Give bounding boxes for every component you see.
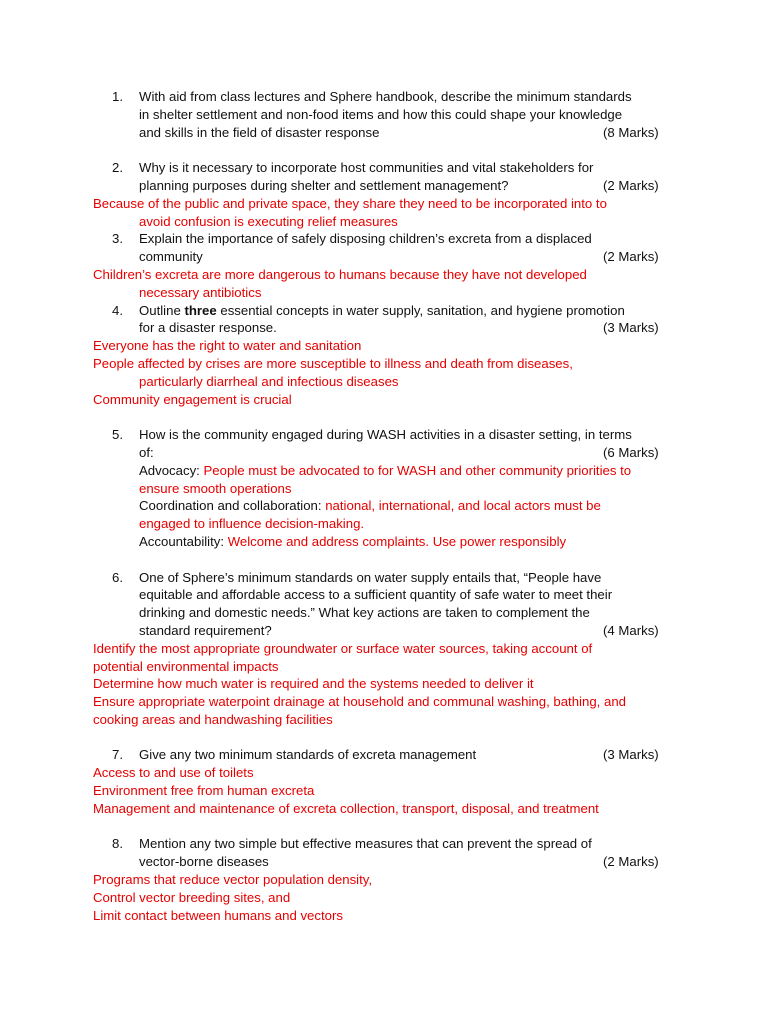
answer-4-line-3: particularly diarrheal and infectious diseases	[139, 373, 399, 389]
answer-4-line-2: People affected by crises are more susceptible to illness and death from diseases,	[93, 355, 573, 371]
question-6-line-4: standard requirement? (4 Marks)	[139, 622, 659, 638]
question-6-line-1: 6. One of Sphere’s minimum standards on water supply entails that, “People have	[112, 569, 602, 585]
answer-2-line-2: avoid confusion is executing relief measures	[139, 213, 398, 229]
answer-4-line-1: Everyone has the right to water and sanitation	[93, 338, 362, 354]
question-1-line-3: and skills in the field of disaster response (8 Marks)	[139, 124, 659, 140]
question-6-line-3: drinking and domestic needs.” What key actions are taken to complement the	[139, 605, 590, 621]
answer-8-line-3: Limit contact between humans and vectors	[93, 907, 343, 923]
question-3-line-2: community (2 Marks)	[139, 249, 659, 265]
marks-label: (2 Marks)	[603, 249, 659, 265]
question-1-line-2: in shelter settlement and non-food items and how this could shape your knowledge	[139, 106, 623, 122]
question-5-line-1: 5. How is the community engaged during WASH activities in a disaster setting, in terms	[112, 427, 632, 443]
question-2-line-2: planning purposes during shelter and settlement management? (2 Marks)	[139, 177, 659, 193]
question-number: 4.	[112, 302, 123, 318]
answer-2-line-1: Because of the public and private space, they share they need to be incorporated into to	[93, 195, 607, 211]
question-6-line-2: equitable and affordable access to a sufficient quantity of safe water to meet their	[139, 587, 613, 603]
answer-4-line-4: Community engagement is crucial	[93, 391, 292, 407]
emphasis-three: three	[184, 302, 217, 318]
marks-label: (3 Marks)	[603, 320, 659, 336]
document-page	[0, 88, 768, 924]
answer-8-line-1: Programs that reduce vector population density,	[93, 872, 373, 888]
coordination-answer: national, international, and local actors must be	[325, 498, 601, 514]
coordination-line	[0, 497, 768, 515]
answer-7-line-1: Access to and use of toilets	[93, 765, 254, 781]
marks-label: (2 Marks)	[603, 854, 659, 870]
question-number: 6.	[112, 569, 123, 585]
advocacy-line	[0, 462, 768, 480]
marks-label: (2 Marks)	[603, 177, 659, 193]
marks-label: (4 Marks)	[603, 622, 659, 638]
question-number: 2.	[112, 160, 123, 176]
question-number: 8.	[112, 836, 123, 852]
answer-7-line-2: Environment free from human excreta	[93, 783, 315, 799]
question-8-line-2: vector-borne diseases (2 Marks)	[139, 854, 659, 870]
advocacy-label: Advocacy:	[139, 462, 204, 478]
answer-3-line-2: necessary antibiotics	[139, 284, 262, 300]
advocacy-answer-cont: ensure smooth operations	[139, 480, 292, 496]
answer-7-line-3: Management and maintenance of excreta collection, transport, disposal, and treatment	[93, 800, 599, 816]
question-number: 3.	[112, 231, 123, 247]
answer-8-line-2: Control vector breeding sites, and	[93, 889, 291, 905]
question-number: 1.	[112, 89, 123, 104]
question-5-line-2: of: (6 Marks)	[139, 444, 659, 460]
question-3-line-1: 3. Explain the importance of safely disposing children’s excreta from a displaced	[112, 231, 592, 247]
question-1-line-1: 1. With aid from class lectures and Sphere handbook, describe the minimum standards	[112, 89, 632, 104]
coordination-answer-cont: engaged to influence decision-making.	[139, 516, 365, 532]
answer-6-line-3: Determine how much water is required and the systems needed to deliver it	[93, 676, 534, 692]
marks-label: (3 Marks)	[603, 747, 659, 763]
marks-label: (8 Marks)	[603, 124, 659, 140]
question-number: 7.	[112, 747, 123, 763]
accountability-label: Accountability:	[139, 533, 228, 549]
question-7-line-1: 7. Give any two minimum standards of excreta management (3 Marks)	[112, 747, 659, 763]
answer-6-line-1: Identify the most appropriate groundwater or surface water sources, taking account of	[93, 640, 593, 656]
accountability-line	[0, 533, 768, 551]
answer-3-line-1: Children’s excreta are more dangerous to humans because they have not developed	[93, 266, 587, 282]
answer-6-line-2: potential environmental impacts	[93, 658, 279, 674]
coordination-label: Coordination and collaboration:	[139, 498, 326, 514]
question-4-line-1: 4. Outline three essential concepts in water supply, sanitation, and hygiene promotion	[112, 302, 625, 318]
question-number: 5.	[112, 427, 123, 443]
question-4-line-2: for a disaster response. (3 Marks)	[139, 320, 659, 336]
question-2-line-1: 2. Why is it necessary to incorporate host communities and vital stakeholders for	[112, 160, 594, 176]
question-8-line-1: 8. Mention any two simple but effective measures that can prevent the spread of	[112, 836, 592, 852]
marks-label: (6 Marks)	[603, 444, 659, 460]
accountability-answer: Welcome and address complaints. Use power responsibly	[227, 533, 567, 549]
answer-6-line-5: cooking areas and handwashing facilities	[93, 711, 333, 727]
answer-6-line-4: Ensure appropriate waterpoint drainage at household and communal washing, bathing, and	[93, 694, 626, 710]
advocacy-answer: People must be advocated to for WASH and other community priorities to	[203, 462, 632, 478]
